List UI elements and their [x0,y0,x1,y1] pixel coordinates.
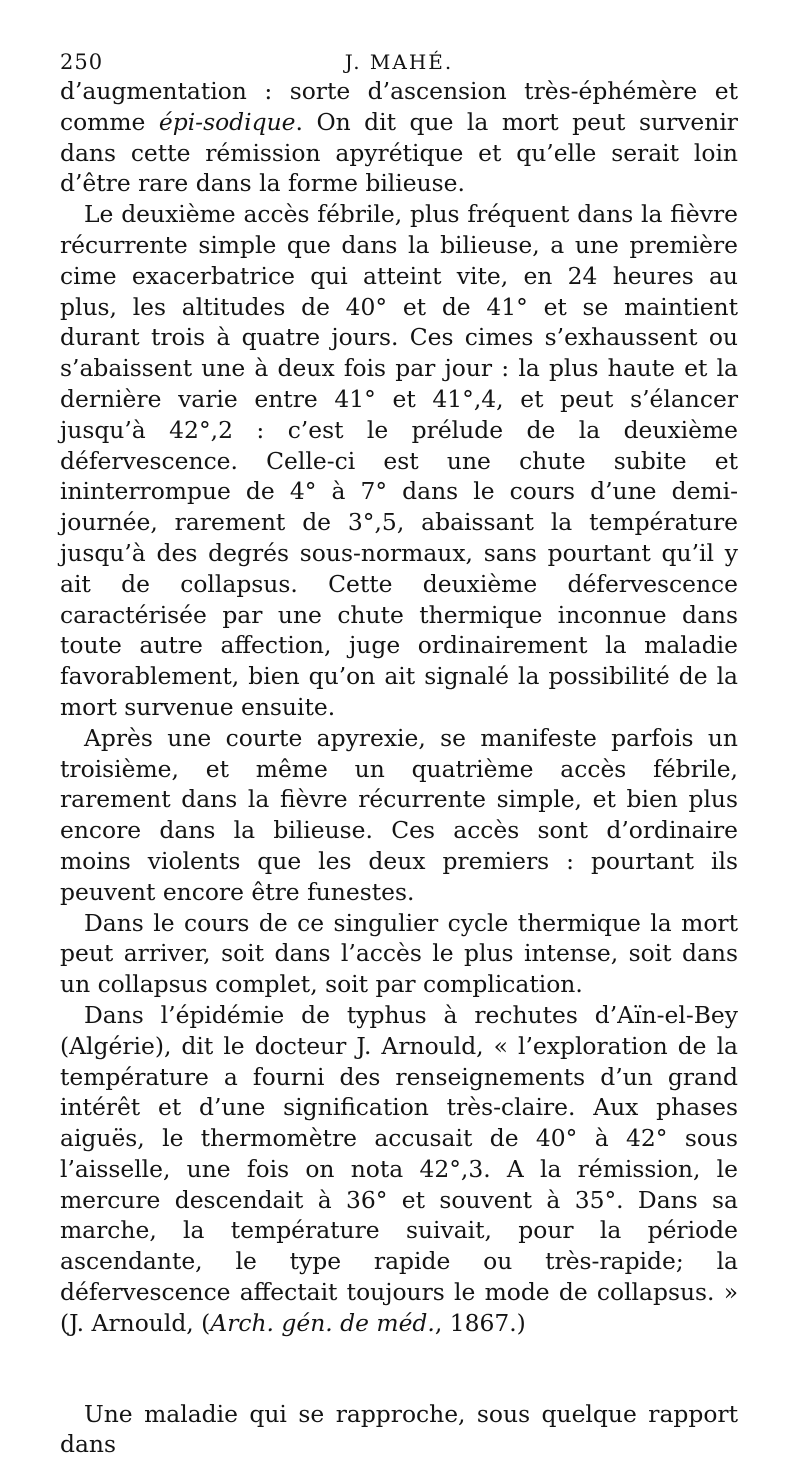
text-segment: Après une courte apyrexie, se manifeste parfois un troisième, et même un quatrième accès fébrile, rarement dans la fièvre récurrente simple, et bien plus encore dans la bilieuse. Ces accès sont d’ordinaire moins violents que les deux premiers : pourtant ils peuvent encore être funestes. [60,723,738,906]
paragraph-deuxieme-acces [60,199,738,723]
page-number: 250 [60,50,104,74]
italic-citation-journal: Arch. gén. de méd. [210,1308,435,1337]
text-segment: Le deuxième accès fébrile, plus fréquent dans la fièvre récurrente simple que dans la bilieuse, a une première cime exacerbatrice qui atteint vite, en 24 heures au plus, les altitudes de 40° et de 41° et se maintient durant trois à quatre jours. Ces cimes s’exhaussent ou s’abaissent une à deux fois par jour : la plus haute et la dernière varie entre 41° et 41°,4, et peut s’élancer jusqu’à 42°,2 : c’est le prélude de la deuxième défervescence. Celle-ci est une chute subite et ininterrompue de 4° à 7° dans le cours d’une demi-journée, rarement de 3°,5, abaissant la température jusqu’à des degrés sous-normaux, sans pourtant qu’il y ait de collapsus. Cette deuxième défervescence caractérisée par une chute thermique inconnue dans toute autre affection, juge ordinairement la maladie favorablement, bien qu’on ait signalé la possibilité de la mort survenue ensuite. [60,200,738,721]
paragraph-cycle-thermique [60,908,738,1000]
paragraph-troisieme-acces [60,723,738,908]
text-segment: Dans l’épidémie de typhus à rechutes d’Aïn-el-Bey (Algérie), dit le docteur J. Arnould, « l’exploration de la température a fourni des renseignements d’un grand intérêt et d’une signification très-claire. Aux phases aiguës, le thermomètre accusait de 40° à 42° sous l’aisselle, une fois on nota 42°,3. A la rémission, le mercure descendait à 36° et souvent à 35°. Dans sa marche, la température suivait, pour la période ascendante, le type rapide ou très-rapide; la défervescence affectait toujours le mode de collapsus. » (J. Arnould, ( [60,1000,738,1337]
text-segment: d’augmentation : sorte d’ascension très-éphémère et comme [60,77,738,136]
paragraph-epidemie-ain-el-bey [60,1000,738,1339]
italic-term-episodique: épi-sodique [158,107,296,136]
text-segment: Une maladie qui se rapproche, sous quelque rapport dans [60,1399,738,1459]
body-text [60,76,738,1460]
text-segment: , 1867.) [434,1308,526,1337]
paragraph-gap [60,1339,738,1399]
running-head [60,42,738,76]
text-segment: . On dit que la mort peut survenir dans cette rémission apyrétique et qu’elle serait loin d’être rare dans la forme bilieuse. [60,107,738,198]
paragraph-continuation [60,76,738,199]
paragraph-maladie-rapprochee [60,1399,738,1460]
text-segment: Dans le cours de ce singulier cycle thermique la mort peut arriver, soit dans l’accès le plus intense, soit dans un collapsus complet, soit par complication. [60,908,738,999]
running-title: J. MAHÉ. [344,50,454,74]
